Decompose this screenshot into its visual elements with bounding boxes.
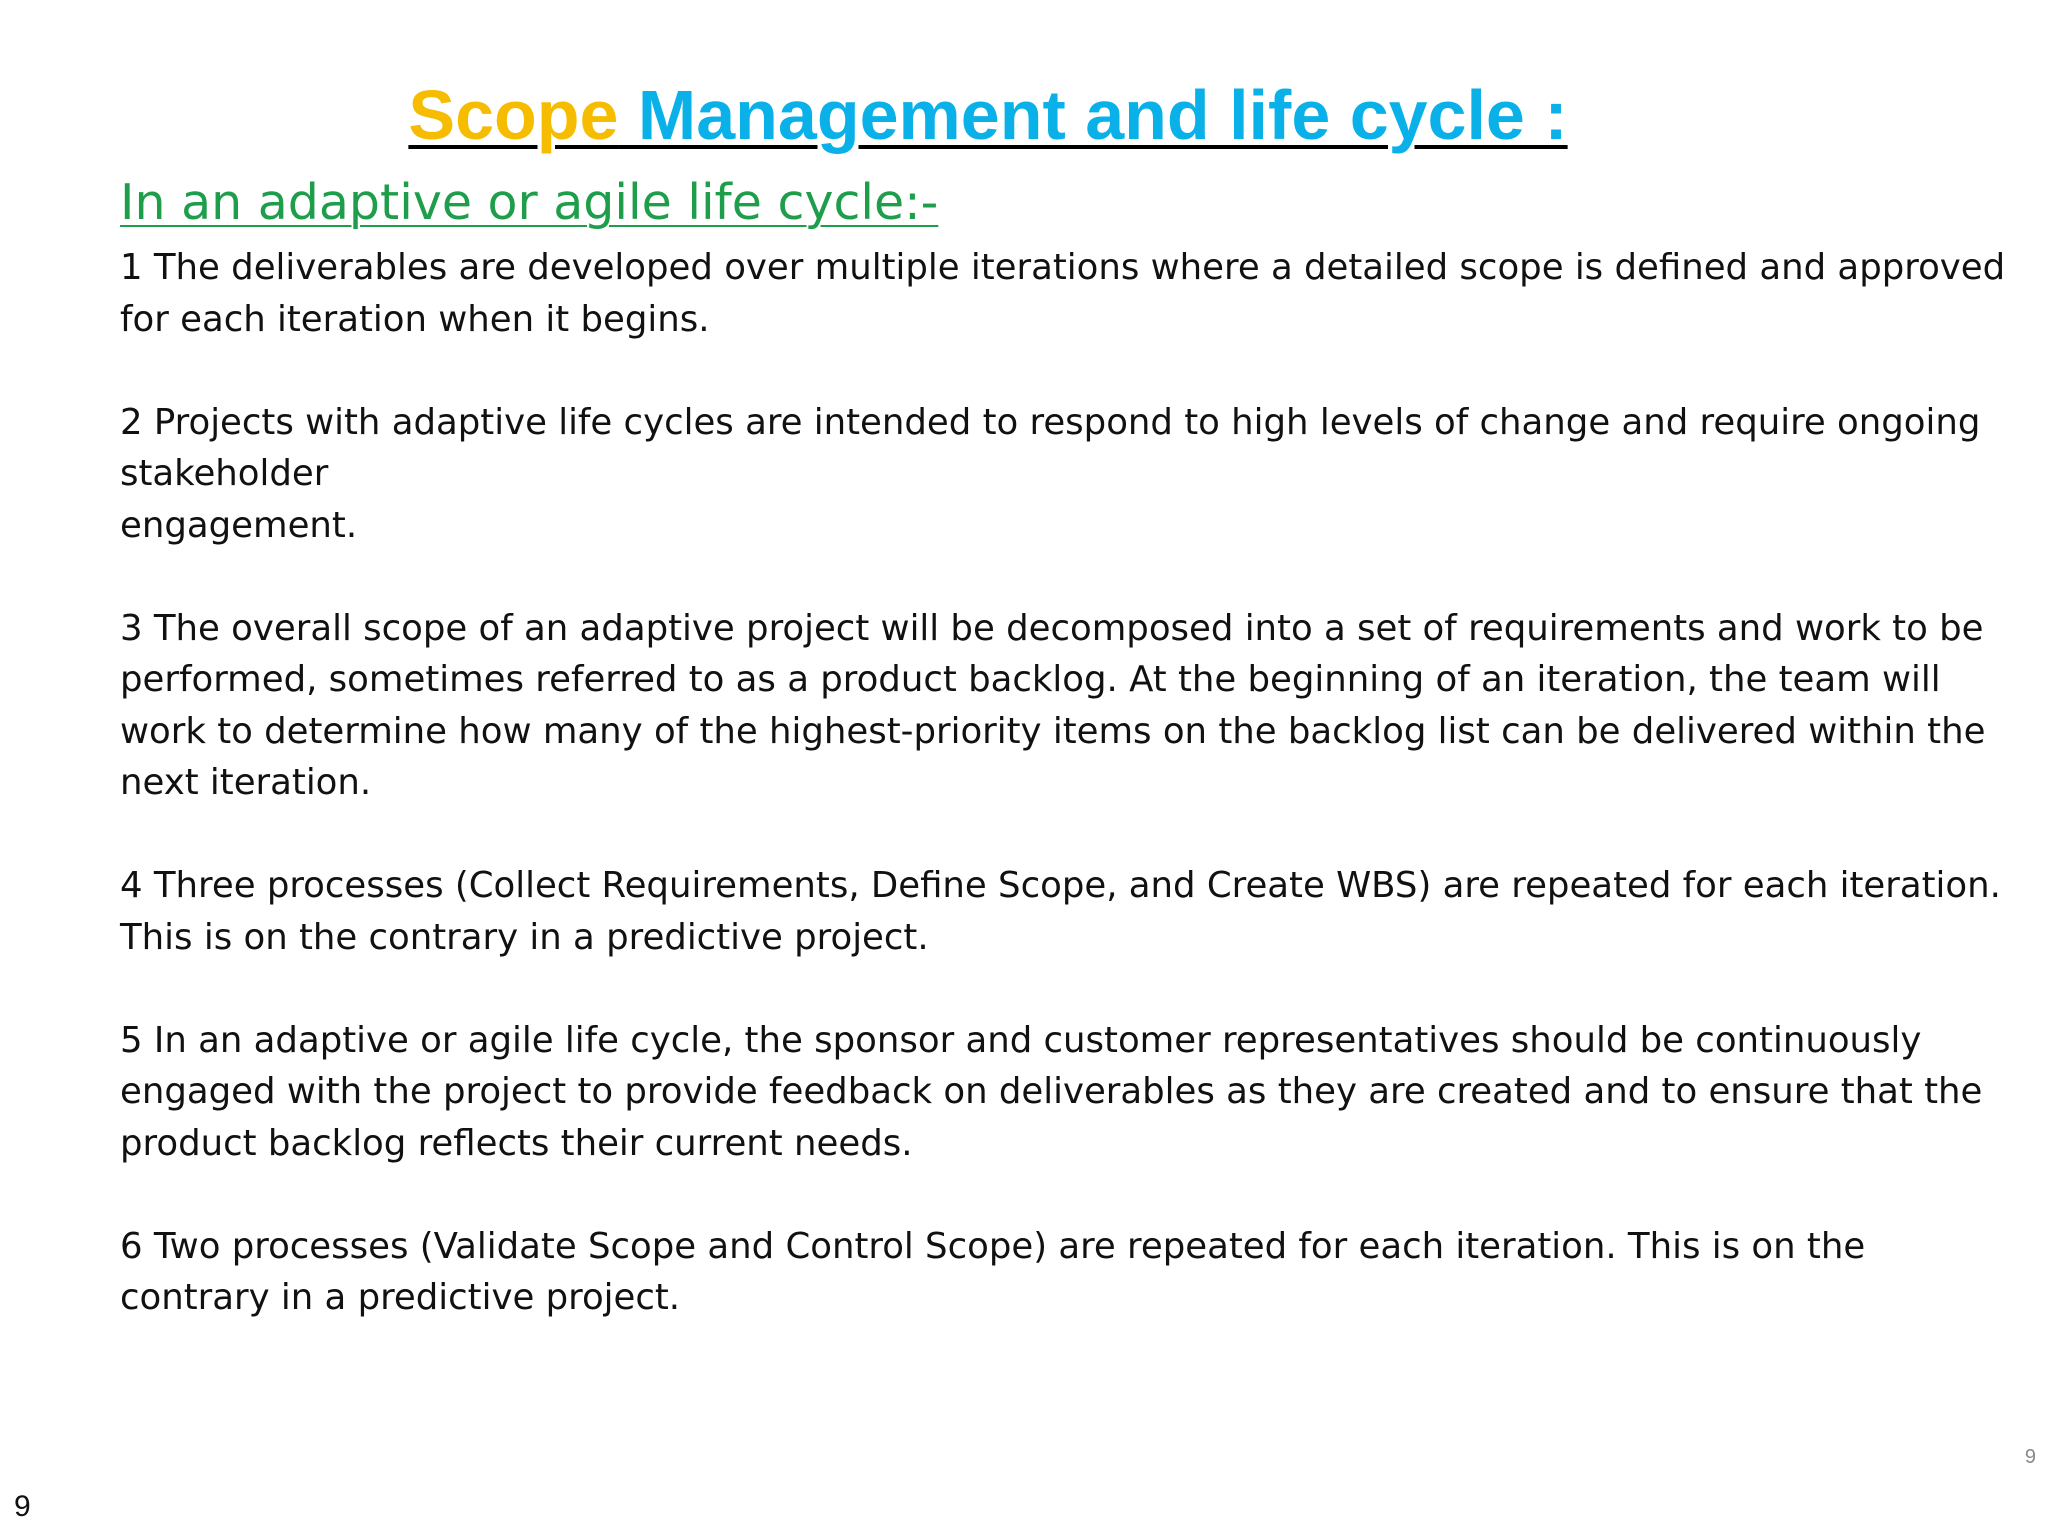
slide-title	[0, 70, 1976, 160]
paragraph-line: next iteration.	[120, 762, 372, 803]
paragraph-spacer	[120, 809, 1980, 861]
paragraph-line: 4 Three processes (Collect Requirements, Define Scope, and Create WBS) are repeated for each iteration.	[120, 865, 2001, 906]
paragraph-line: 2 Projects with adaptive life cycles are intended to respond to high levels of change and require ongoing	[120, 401, 1981, 443]
paragraph-3	[120, 603, 1986, 809]
paragraph-spacer	[120, 963, 1980, 1015]
paragraph-line: engaged with the project to provide feedback on deliverables as they are created and to ensure that the	[120, 1071, 1983, 1112]
paragraph-spacer	[120, 551, 1980, 603]
paragraph-line: product backlog reflects their current needs.	[120, 1122, 913, 1164]
paragraph-line: This is on the contrary in a predictive project.	[120, 916, 929, 958]
title-highlight-word: Scope	[408, 76, 619, 154]
body-text	[120, 242, 2006, 1324]
paragraph-2	[120, 397, 1980, 552]
paragraph-6	[120, 1221, 1980, 1324]
paragraph-line: contrary in a predictive project.	[120, 1277, 681, 1318]
title-rest: Management and life cycle :	[618, 76, 1568, 154]
paragraph-4	[120, 860, 2001, 963]
paragraph-1	[120, 242, 2006, 345]
paragraph-line: 5 In an adaptive or agile life cycle, the sponsor and customer representatives should be continuously	[120, 1019, 1922, 1061]
page-number: 9	[14, 1490, 31, 1523]
paragraph-line: for each iteration when it begins.	[120, 298, 710, 340]
slide-number: 9	[2024, 1446, 2036, 1468]
section-heading: In an adaptive or agile life cycle:-	[120, 174, 939, 231]
paragraph-line: 1 The deliverables are developed over multiple iterations where a detailed scope is defined and approved	[120, 247, 2006, 288]
paragraph-line: 3 The overall scope of an adaptive project will be decomposed into a set of requirements and work to be	[120, 607, 1984, 649]
paragraph-5	[120, 1015, 1983, 1170]
paragraph-line: 6 Two processes (Validate Scope and Control Scope) are repeated for each iteration. This is on the	[120, 1225, 1866, 1267]
paragraph-spacer	[120, 1169, 1980, 1221]
paragraph-line: stakeholder	[120, 453, 329, 494]
paragraph-line: work to determine how many of the highest-priority items on the backlog list can be delivered within the	[120, 710, 1986, 752]
paragraph-line: engagement.	[120, 504, 358, 546]
paragraph-spacer	[120, 345, 1980, 397]
paragraph-line: performed, sometimes referred to as a product backlog. At the beginning of an iteration, the team will	[120, 659, 1941, 700]
